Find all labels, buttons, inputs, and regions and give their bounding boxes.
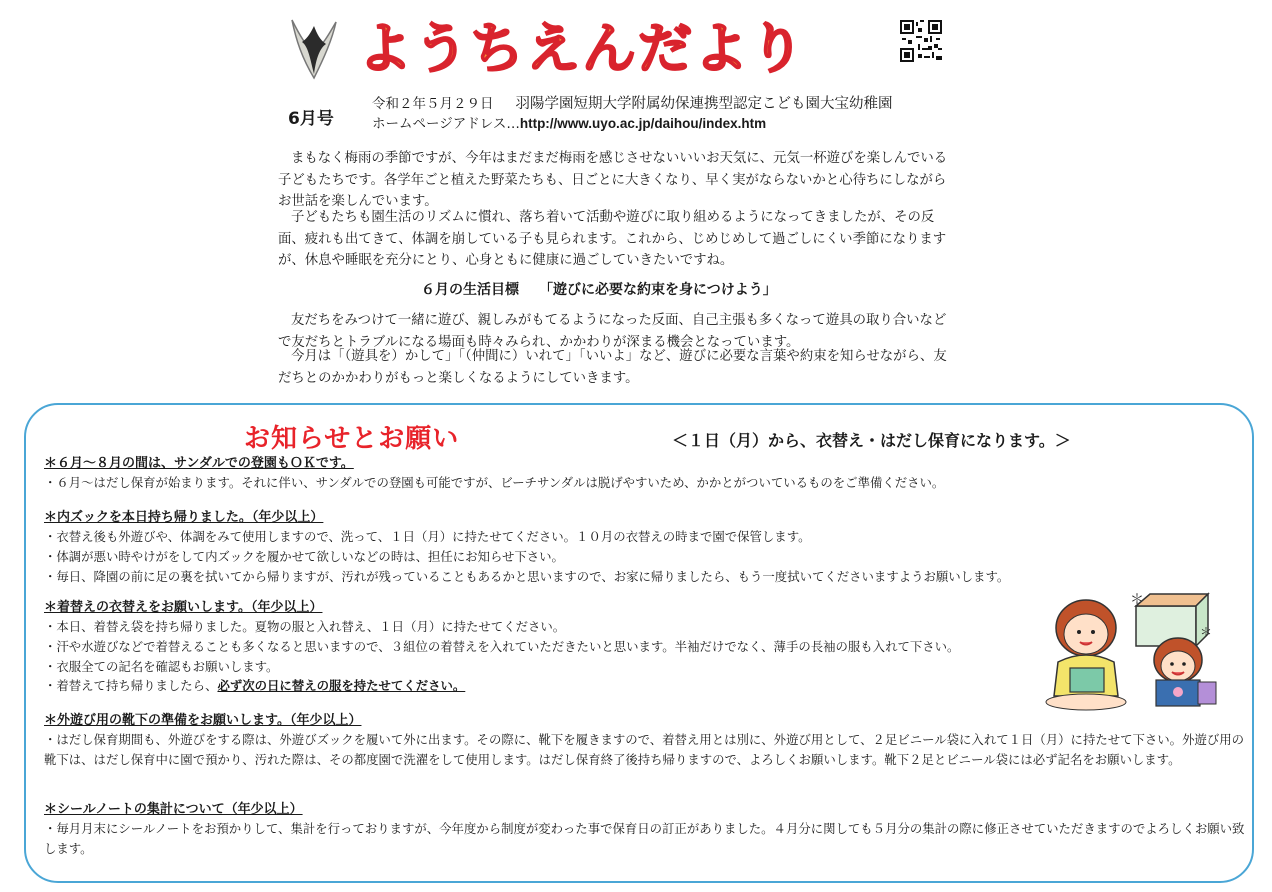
homepage-line — [372, 112, 766, 132]
section-line: ・毎月月末にシールノートをお預かりして、集計を行っておりますが、今年度から制度が変わった事で保育日の訂正がありました。４月分に関しても５月分の集計の際に修正させていただきますのでよろしくお願い致します。 — [44, 821, 1245, 856]
goal-label: ６月の生活目標 — [421, 282, 519, 298]
notice-section-socks — [44, 712, 1264, 770]
section-title: ＊シールノートの集計について（年少以上） — [44, 802, 303, 817]
notice-section-sandals — [44, 455, 1264, 493]
section-line: ・本日、着替え袋を持ち帰りました。夏物の服と入れ替え、１日（月）に持たせてください。 — [44, 619, 566, 634]
issue-label: 6月号 — [288, 109, 334, 129]
section-line: ・はだし保育期間も、外遊びをする際は、外遊びズックを履いて外に出ます。その際に、靴下を履きますので、着替え用とは別に、外遊び用として、２足ビニール袋に入れて１日（月）に持たせて下さい。外遊び用の靴下は、はだし保育中に園で預かり、汚れた際は、その都度園で洗濯をして使用します。はだし保育終了後持ち帰りますので、よろしくお願いします。靴下２足とビニール袋には必ず記名をお願いします。 — [44, 732, 1245, 767]
issue-date: 令和２年５月２９日 — [372, 96, 494, 112]
section-line: ・毎日、降園の前に足の裏を拭いてから帰りますが、汚れが残っていることもあるかと思いますので、お家に帰りましたら、もう一度拭いてくださいますようお願いします。 — [44, 568, 1010, 584]
notice-title: お知らせとお願い — [244, 424, 460, 454]
svg-text:＊: ＊ — [1200, 625, 1213, 639]
children-changing-clothes-illustration — [1040, 584, 1250, 714]
section-title: ＊外遊び用の靴下の準備をお願いします。（年少以上） — [44, 713, 362, 728]
svg-text:＊: ＊ — [1130, 592, 1144, 608]
notice-subtitle: ＜１日（月）から、衣替え・はだし保育になります。＞ — [672, 431, 1071, 450]
line-prefix: ・着替えて持ち帰りましたら、 — [44, 678, 218, 694]
newsletter-title: ようちえんだより — [358, 17, 806, 80]
section-title: ＊６月～８月の間は、サンダルでの登園もＯＫです。 — [44, 456, 354, 471]
section-line: ・６月～はだし保育が始まります。それに伴い、サンダルでの登園も可能ですが、ビーチサンダルは脱げやすいため、かかとがついているものをご準備ください。 — [44, 475, 945, 490]
line-emphasis: 必ず次の日に替えの服を持たせてください。 — [217, 678, 466, 694]
section-title: ＊内ズックを本日持ち帰りました。（年少以上） — [44, 510, 324, 525]
school-logo-icon — [288, 18, 340, 80]
section-line: ・衣替え後も外遊びや、体調をみて使用しますので、洗って、１日（月）に持たせてください。１０月の衣替えの時まで園で保管します。 — [44, 529, 811, 544]
goal-slogan: 「遊びに必要な約束を身につけよう」 — [539, 282, 777, 298]
goal-paragraph-2: 今月は「（遊具を）かして」「（仲間に）いれて」「いいよ」など、遊びに必要な言葉や約束を知らせながら、友だちとのかかわりがもっと楽しくなるようにしていきます。 — [278, 349, 947, 386]
qr-code-icon — [900, 20, 942, 62]
homepage-link[interactable]: http://www.uyo.ac.jp/daihou/index.htm — [519, 116, 767, 131]
homepage-label: ホームページアドレス… — [372, 116, 520, 132]
goal-paragraph-1: 友だちをみつけて一緒に遊び、親しみがもてるようになった反面、自己主張も多くなって遊具の取り合いなどで友だちとトラブルになる場面も時々みられ、かかわりが深まる機会となっています。 — [278, 313, 947, 350]
section-line: ・体調が悪い時やけがをして内ズックを履かせて欲しいなどの時は、担任にお知らせ下さい。 — [44, 548, 564, 564]
date-and-school — [372, 92, 893, 113]
section-line: ・汗や水遊びなどで着替えることも多くなると思いますので、３組位の着替えを入れていただきたいと思います。半袖だけでなく、薄手の長袖の服も入れて下さい。 — [44, 638, 960, 654]
intro-paragraph-1: まもなく梅雨の季節ですが、今年はまだまだ梅雨を感じさせないいいお天気に、元気一杯遊びを楽しんでいる子どもたちです。各学年ごと植えた野菜たちも、日ごとに大きくなり、早く実がならないかと心待ちにしながらお世話を楽しんでいます。 — [278, 151, 948, 209]
section-title: ＊着替えの衣替えをお願いします。（年少以上） — [44, 600, 323, 615]
section-line: ・衣服全ての記名を確認もお願いします。 — [44, 658, 279, 674]
school-name: 羽陽学園短期大学附属幼保連携型認定こども園大宝幼稚園 — [515, 96, 893, 112]
notice-section-indoor-shoes — [44, 509, 1264, 586]
notice-section-sticker-notebook — [44, 801, 1264, 859]
monthly-goal-heading — [421, 279, 777, 299]
intro-paragraph-2: 子どもたちも園生活のリズムに慣れ、落ち着いて活動や遊びに取り組めるようになってきましたが、その反面、疲れも出てきて、体調を崩している子も見られます。これから、じめじめして過ごしにくい季節になりますが、休息や睡眠を充分にとり、心身ともに健康に過ごしていきたいですね。 — [278, 210, 947, 268]
